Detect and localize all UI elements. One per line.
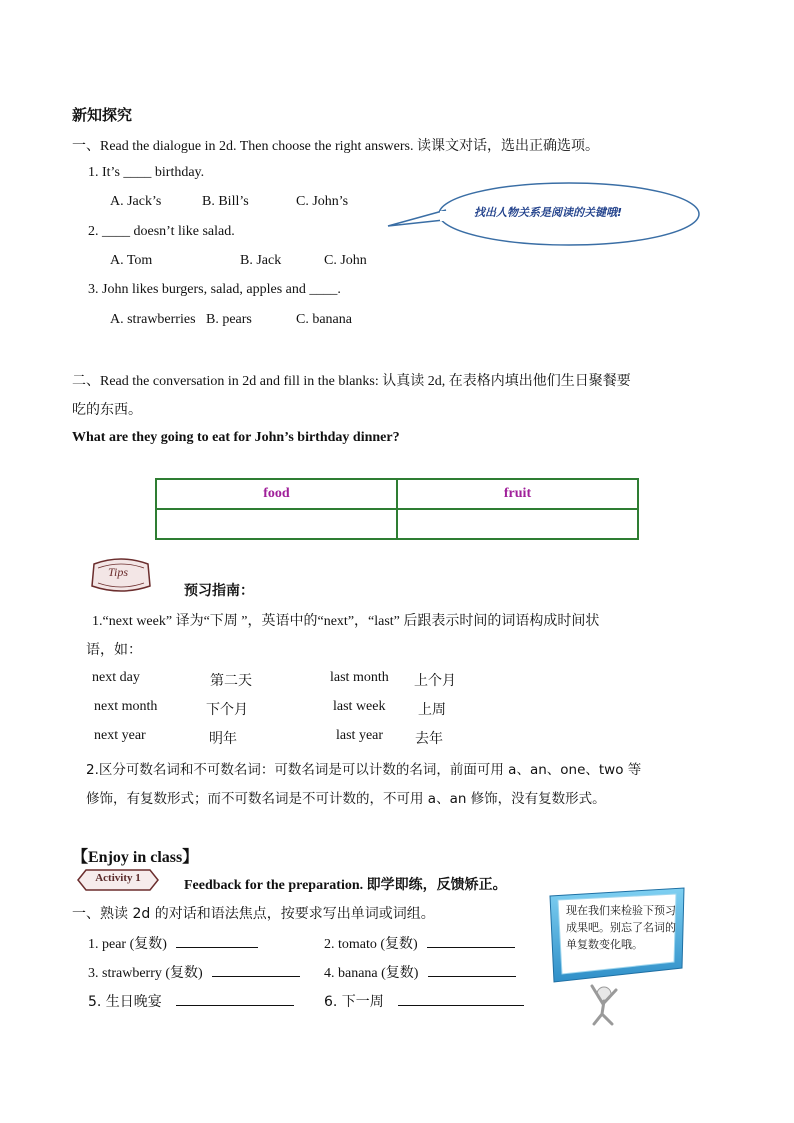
pair-1-en2: last month: [330, 670, 389, 685]
option-3a: A. strawberries: [110, 312, 196, 327]
pair-1-cn1: 第二天: [210, 673, 252, 689]
enjoy-task: 一、熟读 2d 的对话和语法焦点，按要求写出单词或词组。: [72, 906, 435, 922]
option-2a: A. Tom: [110, 253, 153, 268]
tips-p2-line1: 2.区分可数名词和不可数名词：可数名词是可以计数的名词，前面可用 a、an、one、two 等: [86, 762, 642, 778]
tips-p1-line2: 语，如：: [86, 642, 142, 658]
pair-1-cn2: 上个月: [414, 673, 456, 689]
option-2b: B. Jack: [240, 253, 282, 268]
answer-blank-3[interactable]: [212, 962, 300, 977]
exercise-item-2: [324, 933, 515, 953]
option-3c: C. banana: [296, 312, 352, 327]
answer-blank-1[interactable]: [176, 933, 258, 948]
tips-p1-line1: 1.“next week” 译为“下周 ”，英语中的“next”，“last” 后跟表示时间的词语构成时间状: [92, 614, 600, 629]
activity-badge-label: Activity 1: [95, 872, 141, 884]
pair-3-cn1: 明年: [209, 731, 237, 747]
answer-blank-2[interactable]: [427, 933, 515, 948]
pair-2-en1: next month: [94, 699, 158, 714]
option-1b: B. Bill’s: [202, 194, 249, 209]
exercise-item-3: [88, 962, 300, 982]
section2-question: What are they going to eat for John’s birthday dinner?: [72, 430, 400, 445]
feedback-line: Feedback for the preparation. 即学即练，反馈矫正。: [184, 878, 507, 893]
question-title-1: 一、Read the dialogue in 2d. Then choose the right answers. 读课文对话，选出正确选项。: [72, 139, 599, 154]
sign-text: 现在我们来检验下预习成果吧。别忘了名词的单复数变化哦。: [566, 904, 676, 951]
pair-2-en2: last week: [333, 699, 386, 714]
section-heading: 新知探究: [72, 106, 133, 124]
option-3b: B. pears: [206, 312, 252, 327]
tips-badge-label: Tips: [108, 565, 129, 579]
answer-blank-5[interactable]: [176, 991, 294, 1006]
pair-1-en1: next day: [92, 670, 140, 685]
question-stem-2: 2. ____ doesn’t like salad.: [88, 224, 235, 239]
table-header-food: food: [156, 479, 397, 509]
food-answer-cell[interactable]: [156, 509, 397, 539]
tips-badge: [88, 556, 154, 594]
section2-title-line1: 二、Read the conversation in 2d and fill in the blanks: 认真读 2d, 在表格内填出他们生日聚餐要: [72, 374, 631, 389]
option-1c: C. John’s: [296, 194, 349, 209]
fruit-answer-cell[interactable]: [397, 509, 638, 539]
section2-title-line2: 吃的东西。: [72, 402, 142, 418]
exercise-label-4: 4. banana (复数): [324, 966, 419, 981]
question-stem-3: 3. John likes burgers, salad, apples and ____.: [88, 282, 341, 297]
option-1a: A. Jack’s: [110, 194, 162, 209]
exercise-item-1: [88, 933, 258, 953]
exercise-label-5: 5. 生日晚宴: [88, 994, 162, 1010]
food-fruit-table: [155, 478, 639, 540]
tips-p2-line2: 修饰，有复数形式；而不可数名词是不可计数的，不可用 a、an 修饰，没有复数形式。: [86, 791, 606, 807]
exercise-item-6: [324, 991, 524, 1011]
enjoy-title: 【Enjoy in class】: [72, 849, 199, 866]
bubble-text: 找出人物关系是阅读的关键哦!: [474, 206, 623, 219]
table-header-fruit: fruit: [397, 479, 638, 509]
pair-3-cn2: 去年: [415, 731, 443, 747]
exercise-label-3: 3. strawberry (复数): [88, 966, 203, 981]
pair-2-cn2: 上周: [418, 702, 446, 718]
answer-blank-6[interactable]: [398, 991, 524, 1006]
exercise-label-6: 6. 下一周: [324, 994, 384, 1010]
option-2c: C. John: [324, 253, 367, 268]
exercise-label-2: 2. tomato (复数): [324, 937, 418, 952]
exercise-item-4: [324, 962, 516, 982]
answer-blank-4[interactable]: [428, 962, 516, 977]
pair-3-en2: last year: [336, 728, 384, 743]
exercise-item-5: [88, 991, 294, 1011]
pair-3-en1: next year: [94, 728, 146, 743]
activity-badge: [76, 868, 160, 892]
tips-heading: 预习指南：: [184, 583, 254, 599]
question-stem-1: 1. It’s ____ birthday.: [88, 165, 205, 180]
exercise-label-1: 1. pear (复数): [88, 937, 167, 952]
pair-2-cn1: 下个月: [206, 702, 248, 718]
